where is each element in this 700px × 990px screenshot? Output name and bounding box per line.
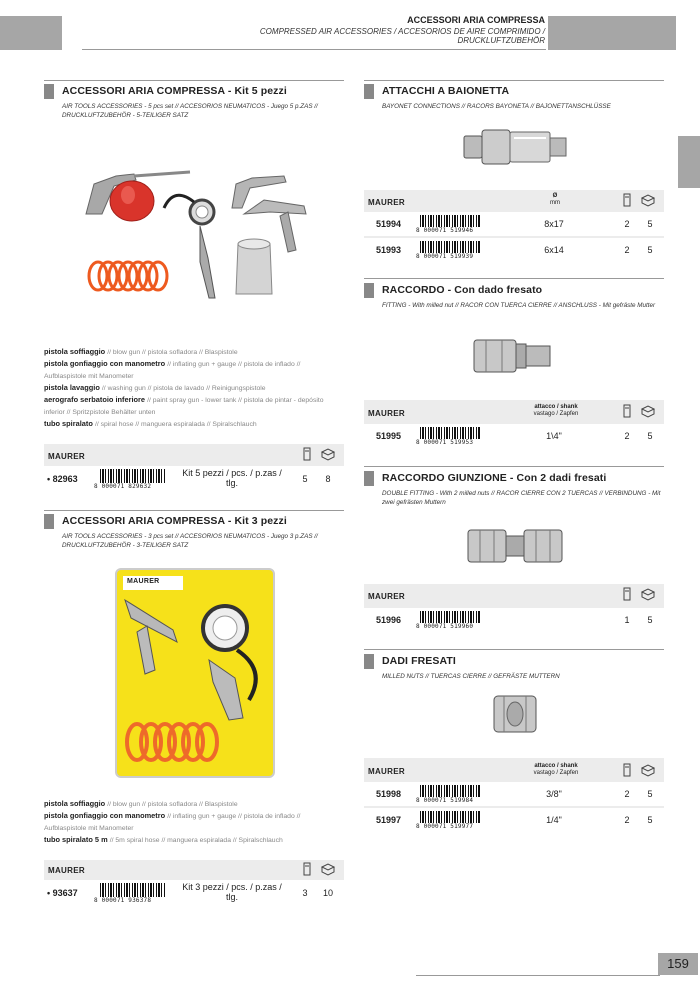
nuts-table (364, 758, 664, 832)
package-icon (620, 193, 634, 207)
pack-qty: 2 (624, 245, 630, 255)
box-icon (640, 763, 656, 777)
package-icon (300, 862, 314, 876)
kit3-features (44, 798, 344, 846)
bayonet-marker (364, 84, 374, 99)
kit3-top-line (44, 510, 344, 511)
column-head: Ø mm (550, 193, 560, 206)
table-row (364, 212, 664, 236)
double-top-line (364, 466, 664, 467)
fitting-top-line (364, 278, 664, 279)
barcode-number: 8 000071 519960 (416, 623, 474, 630)
bayonet-table (364, 190, 664, 262)
column-head: attacco / shank vastago / Zapfen (533, 404, 579, 417)
pack-qty: 5 (302, 474, 308, 484)
feature-item: tubo spiralato 5 m // 5m spiral hose // manguera espiralada // Spiralschlauch (44, 835, 283, 844)
kit5-top-line (44, 80, 344, 81)
package-icon (300, 447, 314, 461)
fitting-marker (364, 283, 374, 298)
barcode (420, 427, 480, 439)
double-table (364, 584, 664, 632)
kit5-subtitle: AIR TOOLS ACCESSORIES - 5 pcs set // ACCESORIOS NEUMATICOS - Juego 5 p.ZAS // DRUCKLUFTZUBEHÖR - 5-TEILIGER SATZ (62, 103, 318, 119)
table-row (44, 880, 344, 906)
brand-logo: MAURER (48, 866, 85, 875)
product-code: 51994 (376, 219, 402, 229)
product-code: • 93637 (47, 888, 78, 898)
barcode-number: 8 000071 519953 (416, 439, 474, 446)
nuts-marker (364, 654, 374, 669)
bayonet-image (462, 124, 568, 170)
pack-qty: 2 (624, 815, 630, 825)
header-left-block (0, 16, 62, 50)
brand-logo: MAURER (368, 767, 405, 776)
feature-item: pistola gonfiaggio con manometro // inflating gun + gauge // pistola de inflado // Aufblaspistole mit Manometer (44, 359, 301, 380)
box-icon (320, 447, 336, 461)
product-code: • 82963 (47, 474, 78, 484)
feature-item: tubo spiralato // spiral hose // manguera espiralada // Spiralschlauch (44, 419, 257, 428)
box-qty: 5 (647, 615, 653, 625)
brand-logo: MAURER (368, 198, 405, 207)
double-subtitle: DOUBLE FITTING - With 2 milled nuts // RACOR CIERRE CON 2 TUERCAS // VERBINDUNG - Mit zwei gefrästen Muttern (382, 490, 661, 506)
product-desc: Kit 5 pezzi / pcs. / p.zas / tlg. (182, 468, 282, 488)
box-icon (640, 587, 656, 601)
box-qty: 10 (322, 888, 333, 898)
barcode-number: 8 000071 519946 (416, 227, 474, 234)
box-icon (640, 404, 656, 418)
package-icon (620, 404, 634, 418)
size-value: 1\4" (546, 431, 562, 441)
barcode-number: 8 000071 519977 (416, 823, 474, 830)
feature-item: pistola soffiaggio // blow gun // pistola sofladora // Blaspistole (44, 347, 238, 356)
pack-qty: 1 (624, 615, 630, 625)
box-qty: 8 (325, 474, 331, 484)
feature-item: pistola soffiaggio // blow gun // pistola sofladora // Blaspistole (44, 799, 238, 808)
nuts-title: DADI FRESATI (382, 655, 456, 667)
size-value: 6x14 (544, 245, 564, 255)
product-code: 51996 (376, 615, 402, 625)
fitting-title: RACCORDO - Con dado fresato (382, 284, 543, 296)
barcode (420, 785, 480, 797)
kit5-marker (44, 84, 54, 99)
nuts-top-line (364, 649, 664, 650)
feature-item: aerografo serbatoio inferiore // paint spray gun - lower tank // pistola de pintar - depósito inferior // Spritzpistole Behälter unten (44, 395, 324, 416)
table-row (364, 808, 664, 832)
barcode-number: 8 000071 829632 (94, 483, 152, 490)
nut-image (490, 690, 540, 738)
kit3-product-image (115, 568, 275, 778)
size-value: 1/4" (546, 815, 562, 825)
kit3-table (44, 860, 344, 906)
product-code: 51997 (376, 815, 402, 825)
barcode (420, 811, 480, 823)
size-value: 3/8" (546, 789, 562, 799)
size-value: 8x17 (544, 219, 564, 229)
kit5-features (44, 346, 344, 430)
box-qty: 5 (647, 815, 653, 825)
column-head: attacco / shank vastago / Zapfen (533, 763, 579, 776)
box-qty: 5 (647, 245, 653, 255)
double-title: RACCORDO GIUNZIONE - Con 2 dadi fresati (382, 472, 607, 484)
box-icon (320, 862, 336, 876)
product-code: 51995 (376, 431, 402, 441)
header-subtitle: COMPRESSED AIR ACCESSORIES / ACCESORIOS DE AIRE COMPRIMIDO / DRUCKLUFTZUBEHÖR (259, 27, 545, 45)
feature-item: pistola lavaggio // washing gun // pistola de lavado // Reinigungspistole (44, 383, 266, 392)
header-title: ACCESSORI ARIA COMPRESSA (407, 15, 545, 25)
package-brand: MAURER (127, 578, 160, 585)
fitting-subtitle: FITTING - With milled nut // RACOR CON TUERCA CIERRE // ANSCHLUSS - Mit gefräste Mutter (382, 302, 656, 309)
barcode (100, 883, 166, 897)
barcode-number: 8 000071 519939 (416, 253, 474, 260)
header-right-block (548, 16, 676, 50)
barcode-number: 8 000071 936378 (94, 897, 152, 904)
kit5-table (44, 444, 344, 492)
header-divider (82, 49, 546, 50)
pack-qty: 3 (302, 888, 308, 898)
package-tools (117, 570, 273, 776)
pack-qty: 2 (624, 219, 630, 229)
fitting-table (364, 400, 664, 448)
product-code: 51998 (376, 789, 402, 799)
double-fitting-image (466, 524, 564, 568)
nuts-subtitle: MILLED NUTS // TUERCAS CIERRE // GEFRÄSTE MUTTERN (382, 673, 560, 680)
bayonet-subtitle: BAYONET CONNECTIONS // RACORS BAYONETA // BAJONETTANSCHLÜSSE (382, 103, 611, 110)
footer-line (416, 975, 660, 976)
barcode (420, 611, 480, 623)
package-icon (620, 587, 634, 601)
feature-item: pistola gonfiaggio con manometro // inflating gun + gauge // pistola de inflado // Aufblaspistole mit Manometer (44, 811, 301, 832)
kit3-title: ACCESSORI ARIA COMPRESSA - Kit 3 pezzi (62, 515, 287, 527)
box-icon (640, 193, 656, 207)
table-row (364, 424, 664, 448)
table-row (364, 238, 664, 262)
table-row (44, 466, 344, 492)
pack-qty: 2 (624, 789, 630, 799)
brand-logo: MAURER (368, 409, 405, 418)
box-qty: 5 (647, 431, 653, 441)
barcode (420, 241, 480, 253)
product-code: 51993 (376, 245, 402, 255)
barcode-number: 8 000071 519984 (416, 797, 474, 804)
barcode (420, 215, 480, 227)
product-desc: Kit 3 pezzi / pcs. / p.zas / tlg. (182, 882, 282, 902)
pack-qty: 2 (624, 431, 630, 441)
table-row (364, 608, 664, 632)
brand-logo: MAURER (368, 592, 405, 601)
kit5-title: ACCESSORI ARIA COMPRESSA - Kit 5 pezzi (62, 85, 287, 97)
kit3-subtitle: AIR TOOLS ACCESSORIES - 3 pcs set // ACCESORIOS NEUMATICOS - Juego 3 p.ZAS // DRUCKLUFTZUBEHÖR - 3-TEILIGER SATZ (62, 533, 318, 549)
package-icon (620, 763, 634, 777)
box-qty: 5 (647, 789, 653, 799)
box-qty: 5 (647, 219, 653, 229)
table-row (364, 782, 664, 806)
brand-logo: MAURER (48, 452, 85, 461)
page-number: 159 (658, 953, 698, 975)
bayonet-top-line (364, 80, 664, 81)
fitting-image (472, 336, 552, 376)
side-tab (678, 136, 700, 188)
kit3-marker (44, 514, 54, 529)
double-marker (364, 471, 374, 486)
bayonet-title: ATTACCHI A BAIONETTA (382, 85, 510, 97)
barcode (100, 469, 166, 483)
kit5-product-image (74, 166, 324, 304)
